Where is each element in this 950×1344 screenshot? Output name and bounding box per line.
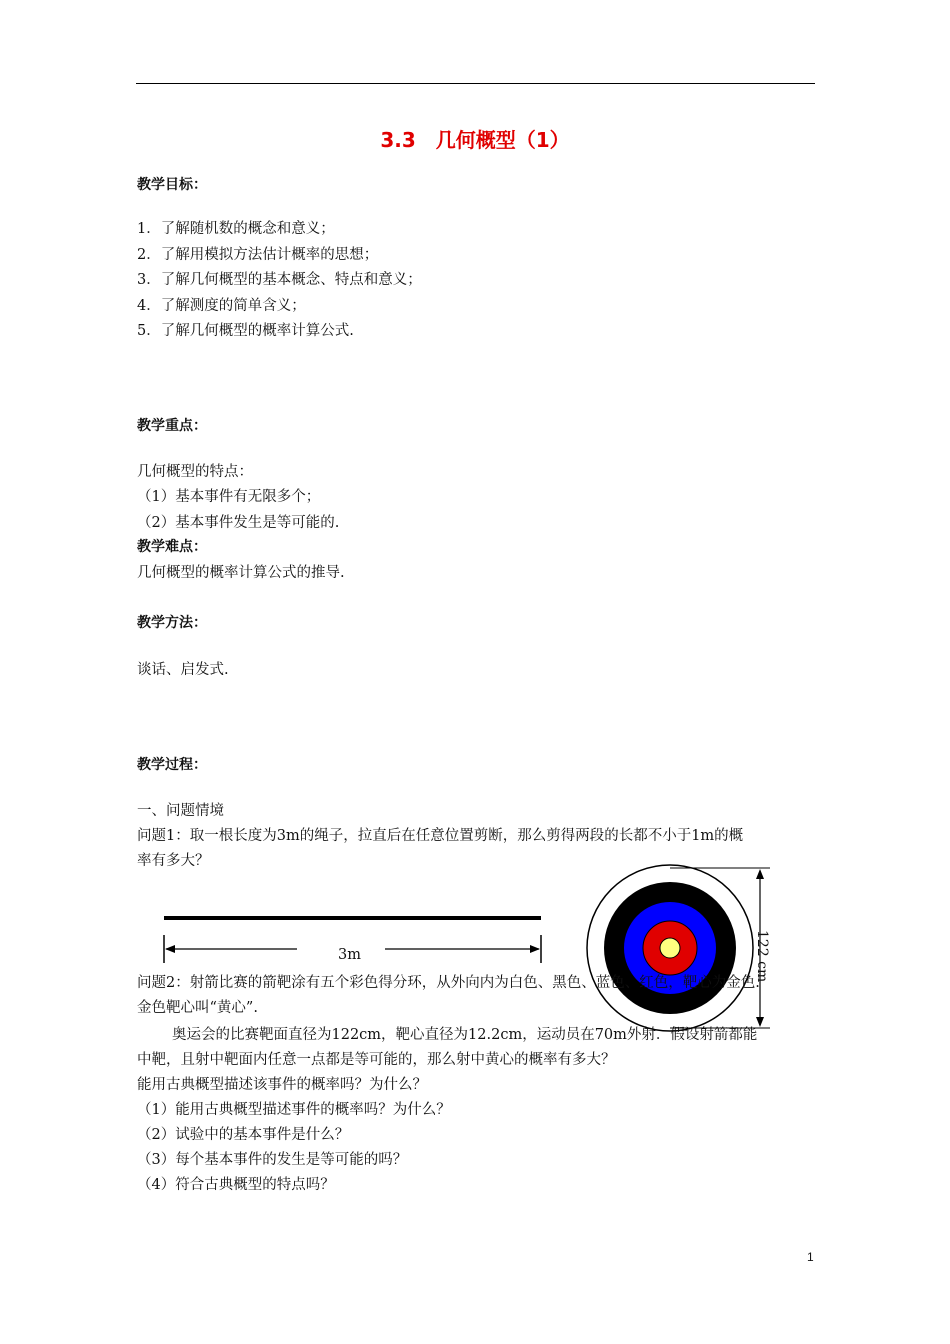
method-text: 谈话、启发式. bbox=[137, 662, 229, 678]
key-point-line: （1）基本事件有无限多个； bbox=[137, 489, 321, 505]
objective-item: 3．了解几何概型的基本概念、特点和意义； bbox=[137, 272, 422, 288]
arrow-right-icon bbox=[530, 945, 540, 953]
arrow-up-icon bbox=[756, 869, 764, 879]
difficulty-heading: 教学难点： bbox=[137, 539, 207, 555]
header-rule bbox=[136, 83, 815, 84]
objective-item: 2．了解用模拟方法估计概率的思想； bbox=[137, 247, 379, 263]
difficulty-text: 几何概型的概率计算公式的推导. bbox=[137, 565, 345, 581]
problem1-text: 率有多大？ bbox=[137, 853, 210, 869]
key-point-line: 几何概型的特点： bbox=[137, 464, 253, 480]
key-point-line: （2）基本事件发生是等可能的. bbox=[137, 515, 340, 531]
rope-length-label: 3m bbox=[338, 947, 361, 963]
section-title: 一、问题情境 bbox=[137, 803, 224, 819]
question-item: （4）符合古典概型的特点吗？ bbox=[137, 1177, 335, 1193]
question-item: （2）试验中的基本事件是什么？ bbox=[137, 1127, 350, 1143]
problem2-text: 问题2：射箭比赛的箭靶涂有五个彩色得分环，从外向内为白色、黑色、蓝色、红色，靶心为金色. bbox=[137, 975, 760, 991]
objectives-heading: 教学目标： bbox=[137, 177, 207, 193]
method-heading: 教学方法： bbox=[137, 615, 207, 631]
target-gold-bullseye bbox=[660, 938, 680, 958]
problem2-text: 奥运会的比赛靶面直径为122cm，靶心直径为12.2cm，运动员在70m外射．假设射箭都能 bbox=[172, 1027, 758, 1043]
process-heading: 教学过程： bbox=[137, 757, 207, 773]
page-number: 1 bbox=[807, 1250, 814, 1264]
key-points-heading: 教学重点： bbox=[137, 418, 207, 434]
archery-target-diagram bbox=[580, 860, 780, 1040]
page-title: 3.3 几何概型（1） bbox=[380, 128, 570, 152]
arrow-left-icon bbox=[165, 945, 175, 953]
target-diameter-label: 122 cm bbox=[754, 930, 770, 983]
problem1-text: 问题1：取一根长度为3m的绳子，拉直后在任意位置剪断，那么剪得两段的长都不小于1m的概 bbox=[137, 828, 744, 844]
problem2-text: 中靶，且射中靶面内任意一点都是等可能的，那么射中黄心的概率有多大？ bbox=[137, 1052, 616, 1068]
question-intro: 能用古典概型描述该事件的概率吗？为什么？ bbox=[137, 1077, 427, 1093]
objective-item: 5．了解几何概型的概率计算公式. bbox=[137, 323, 354, 339]
question-item: （3）每个基本事件的发生是等可能的吗？ bbox=[137, 1152, 408, 1168]
objective-item: 1．了解随机数的概念和意义； bbox=[137, 221, 335, 237]
question-item: （1）能用古典概型描述事件的概率吗？为什么？ bbox=[137, 1102, 451, 1118]
problem2-text: 金色靶心叫“黄心”. bbox=[137, 1000, 258, 1016]
objective-item: 4．了解测度的简单含义； bbox=[137, 298, 306, 314]
